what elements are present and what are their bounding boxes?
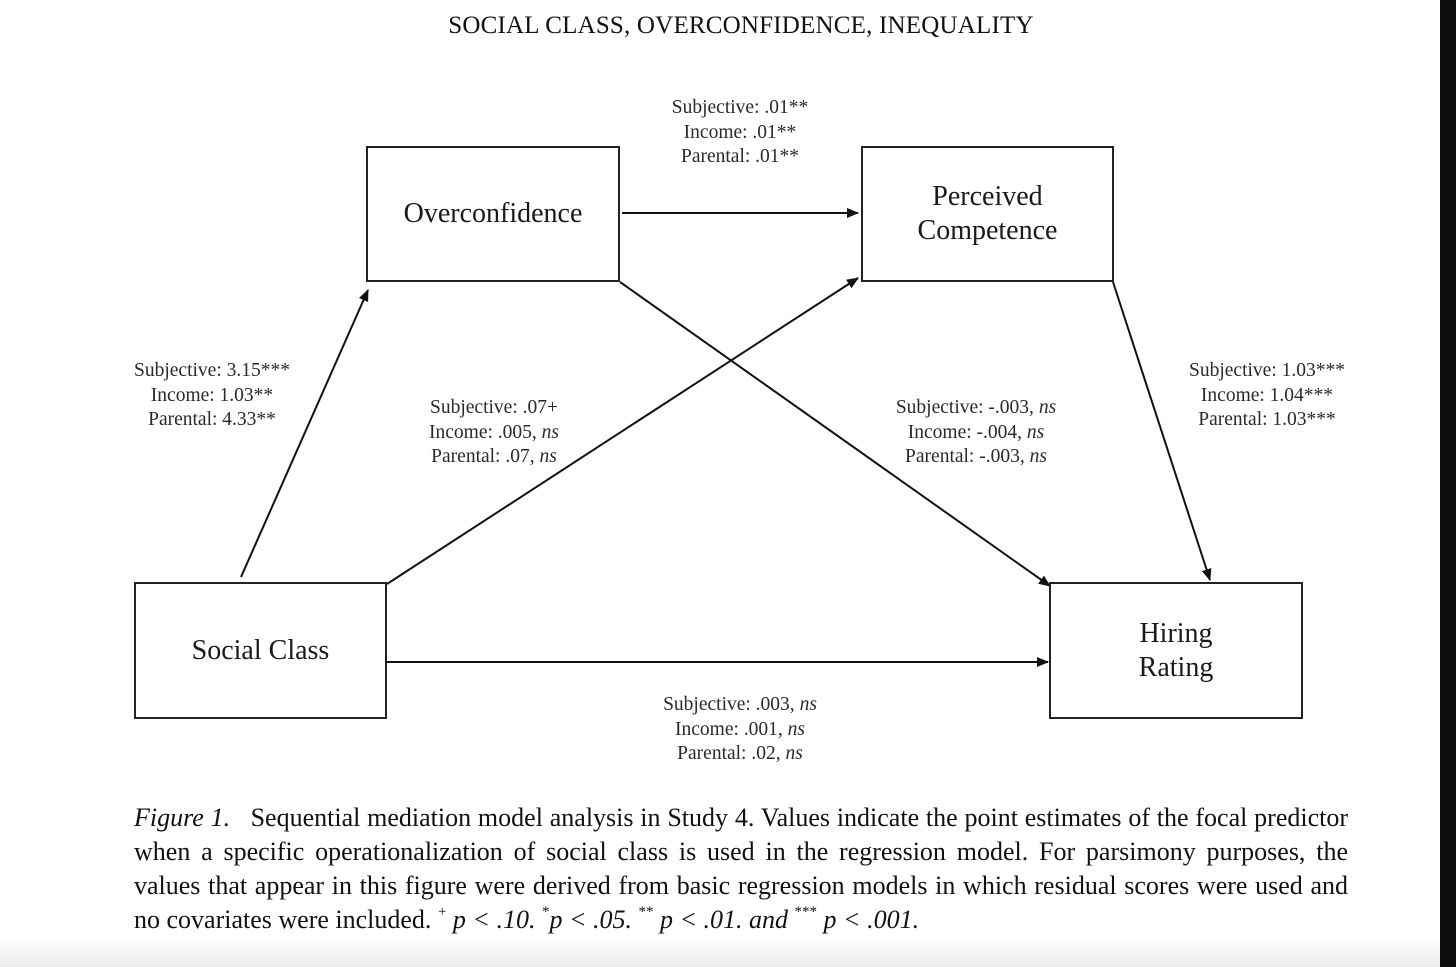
window-right-edge — [1440, 0, 1456, 967]
node-hiring-rating — [1049, 582, 1303, 719]
path-label-overconfidence-to-hiring — [886, 396, 1066, 470]
p-lt-01: p < .01. and — [660, 905, 789, 934]
node-perceived-competence — [861, 146, 1114, 282]
coef-parental: Parental: .02, ns — [677, 743, 803, 764]
node-overconfidence — [366, 146, 620, 282]
sig-one: * — [541, 904, 550, 920]
p-lt-001: p < .001. — [823, 905, 920, 934]
coef-subjective: Subjective: .07+ — [430, 397, 558, 418]
coef-parental: Parental: 4.33** — [148, 409, 276, 430]
node-social-class-label: Social Class — [191, 634, 330, 666]
coef-parental: Parental: .07, ns — [431, 446, 557, 467]
sig-three: *** — [794, 904, 818, 920]
node-hiring-rating-label: Hiring Rating — [1138, 617, 1214, 683]
coef-subjective: Subjective: 3.15*** — [134, 360, 290, 381]
coef-parental: Parental: 1.03*** — [1198, 409, 1336, 430]
figure-label: Figure 1. — [134, 803, 231, 832]
coef-income: Income: .005, ns — [429, 421, 559, 443]
p-lt-10: p < .10. — [452, 905, 536, 934]
path-label-social-class-to-overconfidence — [124, 359, 300, 433]
coef-subjective: Subjective: 1.03*** — [1189, 360, 1345, 381]
path-label-social-class-to-competence — [412, 396, 576, 470]
coef-parental: Parental: -.003, ns — [905, 446, 1047, 467]
coef-subjective: Subjective: -.003, ns — [895, 397, 1057, 418]
figure-caption — [134, 801, 1348, 937]
sig-plus: + — [437, 904, 447, 920]
coef-parental: Parental: .01** — [680, 146, 800, 167]
coef-income: Income: 1.04*** — [1200, 384, 1334, 406]
bottom-shadow — [0, 939, 1440, 967]
p-lt-05: p < .05. — [549, 905, 632, 934]
sig-two: ** — [638, 904, 654, 920]
coef-income: Income: 1.03** — [150, 384, 274, 406]
coef-subjective: Subjective: .01** — [671, 97, 809, 118]
path-label-overconfidence-to-competence — [658, 96, 822, 170]
coef-subjective: Subjective: .003, ns — [663, 694, 817, 715]
node-perceived-competence-label: Perceived Competence — [917, 181, 1058, 246]
arrow-social-class-to-overconfidence — [241, 290, 368, 577]
node-social-class — [134, 582, 387, 719]
coef-income: Income: .01** — [683, 121, 797, 143]
node-overconfidence-label: Overconfidence — [403, 198, 583, 230]
coef-income: Income: .001, ns — [675, 718, 805, 740]
running-title: SOCIAL CLASS, OVERCONFIDENCE, INEQUALITY — [448, 12, 1034, 39]
coef-income: Income: -.004, ns — [907, 421, 1045, 443]
path-label-social-class-to-hiring — [650, 693, 830, 767]
path-label-competence-to-hiring — [1178, 359, 1356, 433]
caption-text: Sequential mediation model analysis in Study 4. Values indicate the point estimates of the focal predictor when a specific operationalization of social class is used in the regression model. For parsimony purposes, the values that appear in this figure were derived from basic regression models in which residual scores were used and no covariates were included. — [134, 803, 1349, 934]
